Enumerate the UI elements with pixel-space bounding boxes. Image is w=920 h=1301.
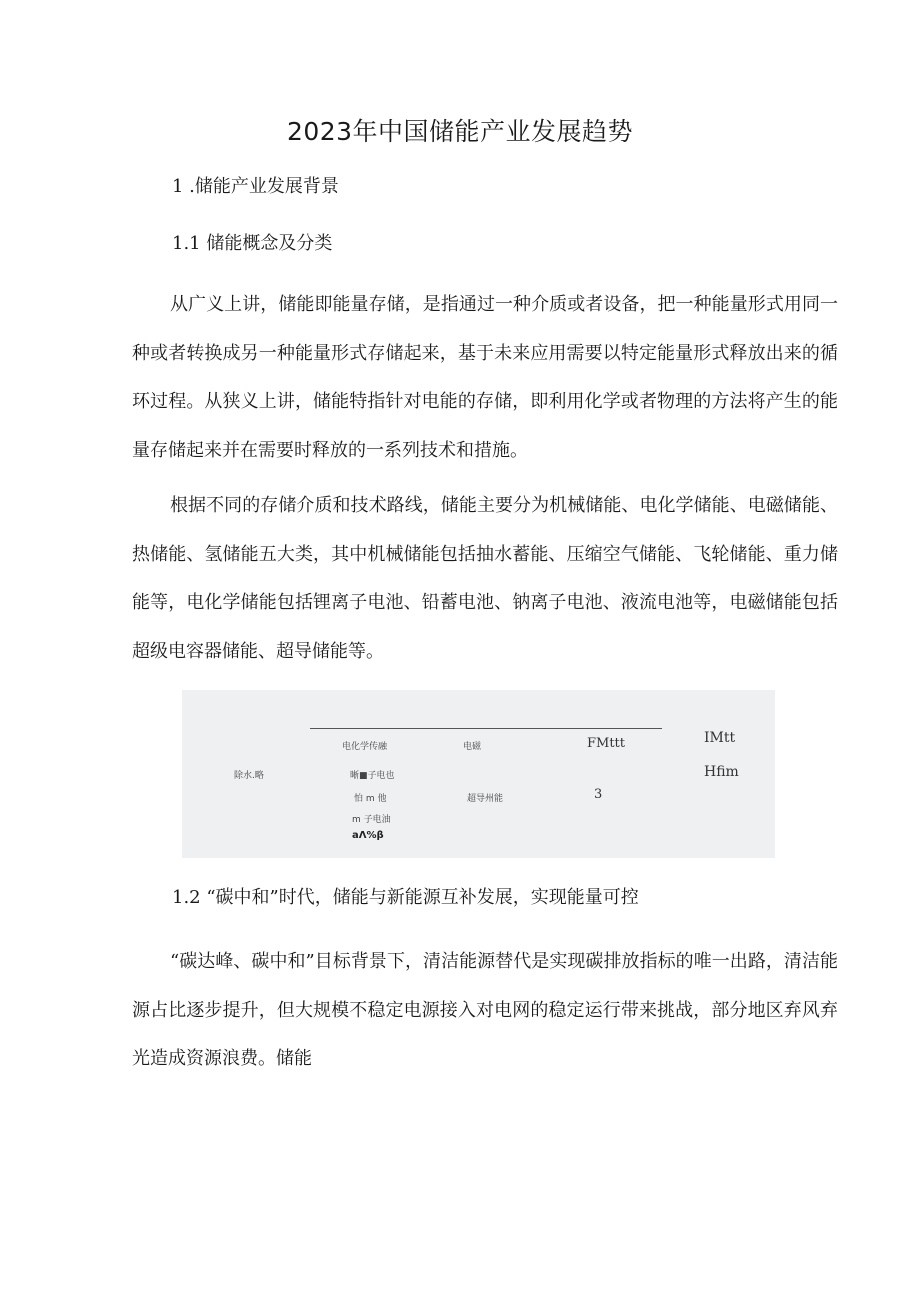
figure-item-4: aΛ%β [352,830,384,841]
figure-item-2: 怕 m 他 [354,794,387,804]
figure-label-electrochem: 电化学传融 [342,742,388,752]
figure-label-imtt: IMtt [704,730,736,746]
paragraph-carbon-neutral: “碳达峰、碳中和”目标背景下，清洁能源替代是实现碳排放指标的唯一出路，清洁能源占比逐步提升，但大规模不稳定电源接入对电网的稳定运行带来挑战，部分地区弃风弃光造成资源浪费。储能 [132,951,838,1069]
figure-item-superconduct: 超导州能 [467,794,504,804]
figure-label-electromag: 电磁 [463,742,482,752]
figure-number: 3 [594,787,603,802]
paragraph-energy-storage-classification: 根据不同的存储介质和技术路线，储能主要分为机械储能、电化学储能、电磁储能、热储能、氢储能五大类，其中机械储能包括抽水蓄能、压缩空气储能、飞轮储能、重力储能等，电化学储能包括锂离子电池、铅蓄电池、钠离子电池、液流电池等，电磁储能包括超级电容器储能、超导储能等。 [132,495,838,662]
figure-item-1: 晰■子电也 [350,771,395,781]
document-title: 2023年中国储能产业发展趋势 [286,117,634,146]
figure-label-row: 除水.略 [234,771,264,781]
section-heading-1-1: 1.1 储能概念及分类 [172,233,333,254]
figure-label-fm: FMttt [587,736,626,751]
figure-divider-line [310,728,662,729]
classification-figure [182,690,775,858]
section-heading-1-2: 1.2 “碳中和”时代，储能与新能源互补发展，实现能量可控 [172,887,639,908]
paragraph-energy-storage-definition: 从广义上讲，储能即能量存储，是指通过一种介质或者设备，把一种能量形式用同一种或者转换成另一种能量形式存储起来，基于未来应用需要以特定能量形式释放出来的循环过程。从狭义上讲，储能特指针对电能的存储，即利用化学或者物理的方法将产生的能量存储起来并在需要时释放的一系列技术和措施。 [132,294,838,461]
figure-label-hfim: Hfim [704,764,739,780]
figure-item-3: m 子电油 [352,815,391,825]
section-heading-1: 1 .储能产业发展背景 [172,176,339,197]
